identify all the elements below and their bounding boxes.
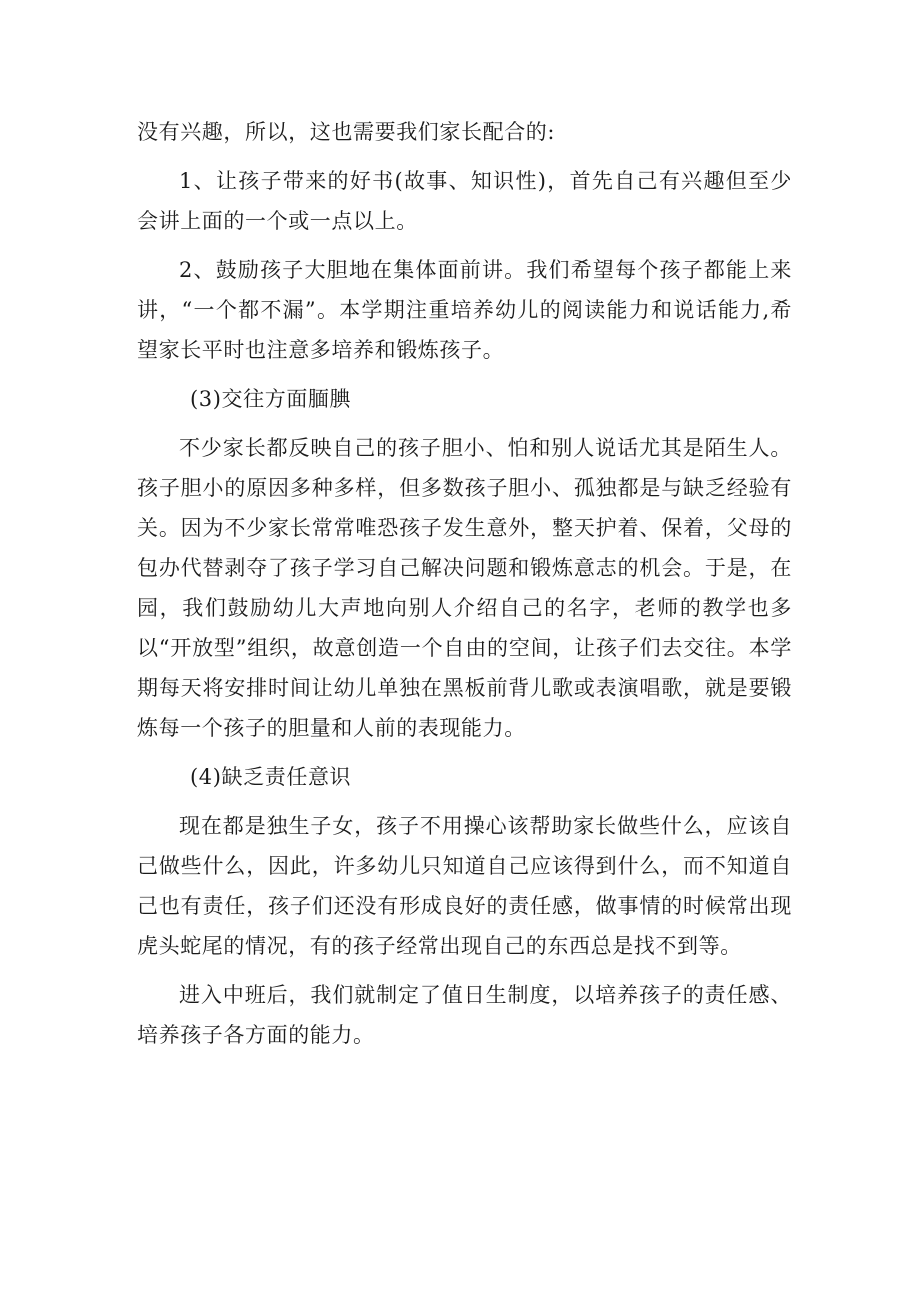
paragraph-item-2: 2、鼓励孩子大胆地在集体面前讲。我们希望每个孩子都能上来讲，“一个都不漏”。本学期注重培养幼儿的阅读能力和说话能力,希望家长平时也注意多培养和锻炼孩子。 [137,258,792,362]
document-body [137,112,792,1055]
paragraph-duty-system: 进入中班后，我们就制定了值日生制度，以培养孩子的责任感、培养孩子各方面的能力。 [137,983,792,1047]
paragraph-item-1: 1、让孩子带来的好书(故事、知识性)，首先自己有兴趣但至少会讲上面的一个或一点以上。 [137,169,792,233]
paragraph-social-shyness: 不少家长都反映自己的孩子胆小、怕和别人说话尤其是陌生人。孩子胆小的原因多种多样，但多数孩子胆小、孤独都是与缺乏经验有关。因为不少家长常常唯恐孩子发生意外，整天护着、保着，父母的包办代替剥夺了孩子学习自己解决问题和锻炼意志的机会。于是，在园，我们鼓励幼儿大声地向别人介绍自己的名字，老师的教学也多以“开放型”组织，故意创造一个自由的空间，让孩子们去交往。本学期每天将安排时间让幼儿单独在黑板前背儿歌或表演唱歌，就是要锻炼每一个孩子的胆量和人前的表现能力。 [137,436,792,740]
paragraph-continuation: 没有兴趣，所以，这也需要我们家长配合的: [137,120,556,144]
paragraph-responsibility: 现在都是独生子女，孩子不用操心该帮助家长做些什么，应该自己做些什么，因此，许多幼儿只知道自己应该得到什么，而不知道自己也有责任，孩子们还没有形成良好的责任感，做事情的时候常出现虎头蛇尾的情况，有的孩子经常出现自己的东西总是找不到等。 [137,814,792,958]
section-heading-social-shyness: (3)交往方面腼腆 [190,387,352,411]
section-heading-responsibility: (4)缺乏责任意识 [190,765,352,789]
